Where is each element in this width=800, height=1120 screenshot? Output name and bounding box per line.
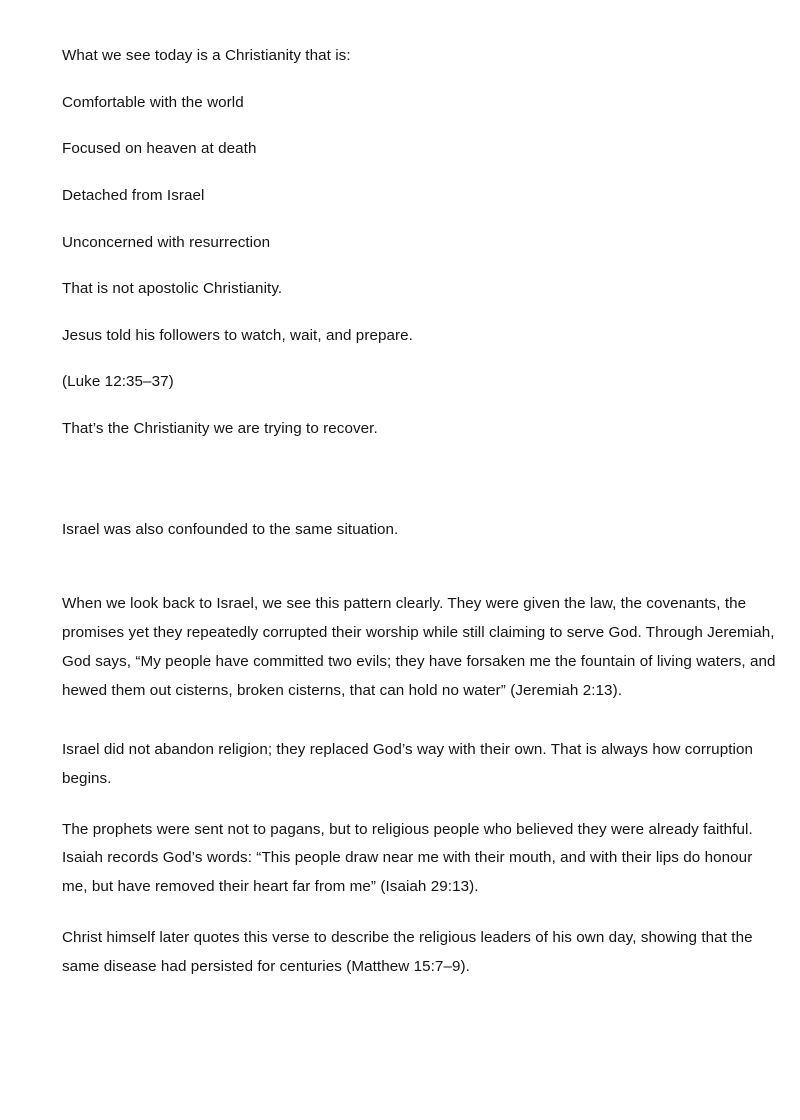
paragraph-prophets-sent: The prophets were sent not to pagans, but to religious people who believed they were already faithful. Isaiah records God’s words: “This people draw near me with their mouth, and with their lips do honour me, but have removed their heart far from me” (Isaiah 29:13). — [62, 820, 753, 896]
paragraph-israel-pattern: When we look back to Israel, we see this pattern clearly. They were given the law, the covenants, the promises yet they repeatedly corrupted their worship while still claiming to serve God. Through Jeremiah, God says, “My people have committed two evils; they have forsaken me the fountain of living waters, and hewed them out cisterns, broken cisterns, that can hold no water” (Jeremiah 2:13). — [62, 595, 776, 699]
paragraph-list-item-3: Detached from Israel — [62, 186, 205, 204]
paragraph-list-item-4: Unconcerned with resurrection — [62, 233, 271, 251]
paragraph-christ-quotes: Christ himself later quotes this verse to describe the religious leaders of his own day, showing that the same disease had persisted for centuries (Matthew 15:7–9). — [62, 929, 753, 975]
paragraph-corruption-begins: Israel did not abandon religion; they replaced God’s way with their own. That is always how corruption begins. — [62, 740, 754, 787]
paragraph-israel-confounded: Israel was also confounded to the same situation. — [62, 520, 399, 538]
paragraph-intro: What we see today is a Christianity that is: — [62, 47, 351, 64]
document-body — [62, 44, 778, 982]
paragraph-list-item-2: Focused on heaven at death — [62, 140, 257, 158]
paragraph-list-item-1: Comfortable with the world — [62, 93, 244, 111]
section-gap-2 — [62, 542, 778, 590]
paragraph-not-apostolic: That is not apostolic Christianity. — [62, 280, 283, 298]
section-gap-3 — [62, 706, 778, 736]
paragraph-jesus-told: Jesus told his followers to watch, wait, and prepare. — [62, 326, 413, 344]
paragraph-recover: That’s the Christianity we are trying to recover. — [62, 420, 378, 437]
section-gap-1 — [62, 442, 778, 518]
scripture-reference-luke: (Luke 12:35–37) — [62, 373, 174, 391]
